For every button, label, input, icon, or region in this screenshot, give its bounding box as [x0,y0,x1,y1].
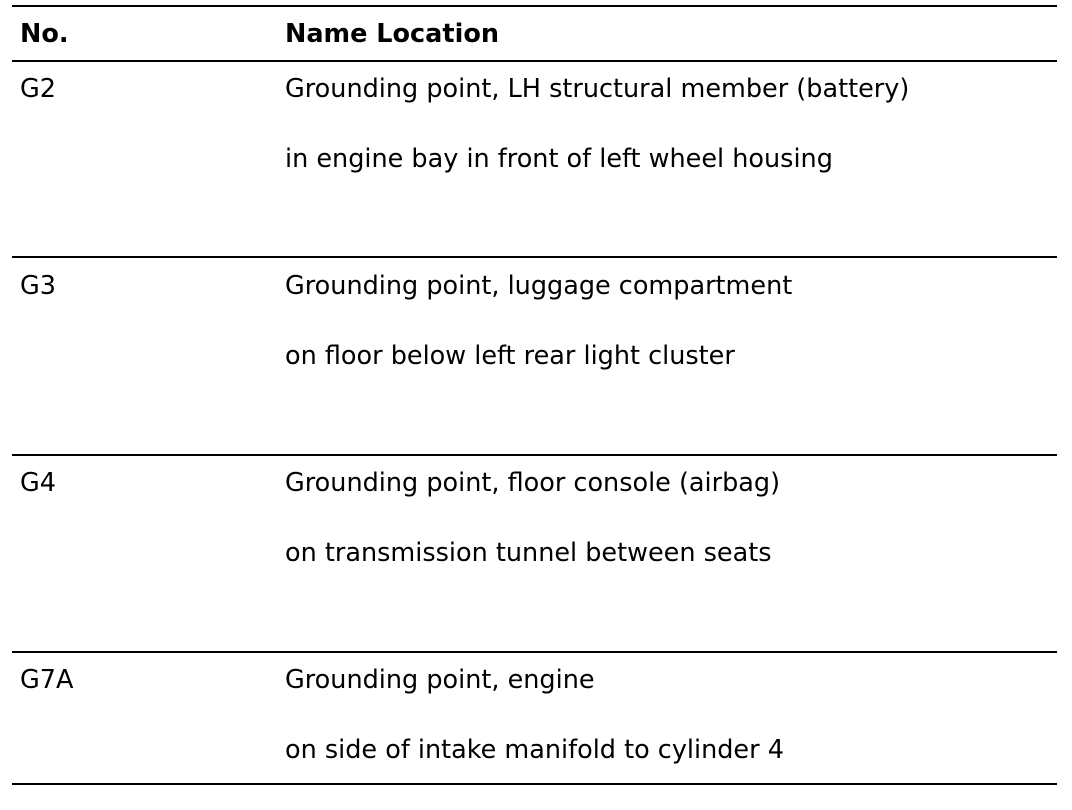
row-g2-location: in engine bay in front of left wheel housing [285,144,833,174]
row-divider [12,651,1057,653]
row-g4-name: Grounding point, floor console (airbag) [285,468,781,498]
table-bottom-rule [12,783,1057,785]
table-top-rule [12,5,1057,7]
header-no: No. [20,19,69,49]
row-divider [12,454,1057,456]
row-g2-no: G2 [20,74,56,104]
row-g7a-location: on side of intake manifold to cylinder 4 [285,735,784,765]
row-divider [12,256,1057,258]
row-g3-name: Grounding point, luggage compartment [285,271,793,301]
row-g3-no: G3 [20,271,56,301]
row-g7a-no: G7A [20,665,74,695]
header-name-location: Name Location [285,19,499,49]
row-g3-location: on floor below left rear light cluster [285,341,735,371]
row-g4-no: G4 [20,468,56,498]
header-rule [12,60,1057,62]
row-g4-location: on transmission tunnel between seats [285,538,772,568]
row-g7a-name: Grounding point, engine [285,665,595,695]
row-g2-name: Grounding point, LH structural member (battery) [285,74,910,104]
